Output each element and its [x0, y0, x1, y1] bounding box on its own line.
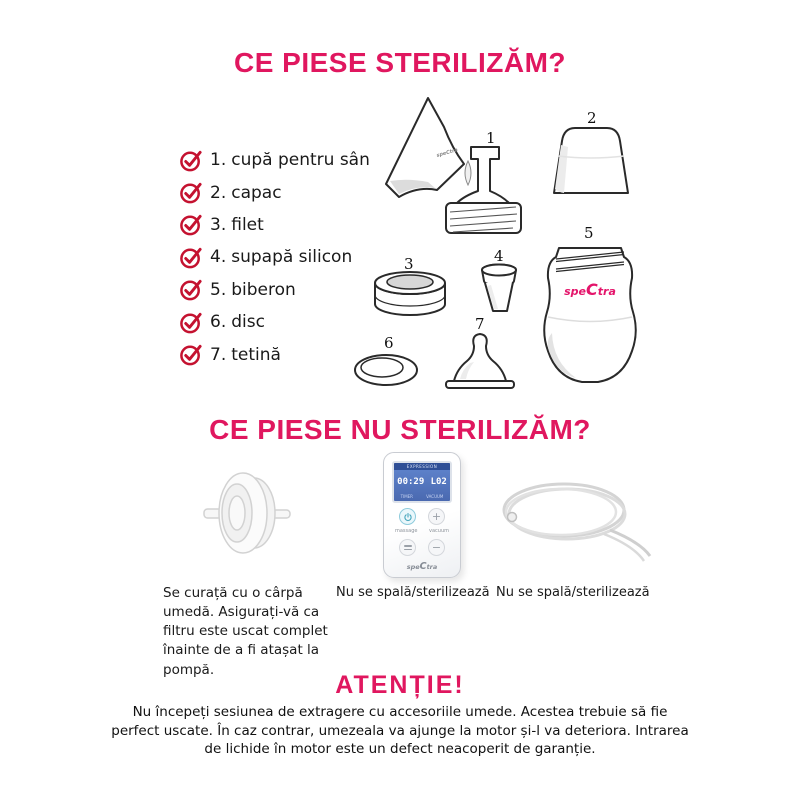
- parts-diagram: [340, 85, 660, 400]
- check-circle-icon: [179, 180, 204, 205]
- lcd-timer-value: 00:29: [397, 477, 425, 487]
- item-number: 5.: [210, 279, 227, 300]
- item-number: 3.: [210, 214, 227, 235]
- no-sterilize-title: CE PIESE NU STERILIZĂM?: [209, 414, 591, 445]
- tubing-caption: Nu se spală/sterilizează: [496, 585, 650, 600]
- pump-device: [383, 452, 461, 578]
- part-disc: [355, 334, 417, 385]
- part-cap: [554, 109, 628, 193]
- power-button[interactable]: [399, 508, 416, 525]
- warning-body: Nu începeți sesiunea de extragere cu accesoriile umede. Acestea trebuie să fie perfect uscate. În caz contrar, umezeala va ajunge la motor și-l va deteriora. Intrarea de lichide în motor este un defect neacoperit de garanție.: [111, 704, 689, 758]
- part-valve: [482, 247, 516, 311]
- item-label: tetină: [231, 344, 281, 365]
- vacuum-up-button[interactable]: [428, 508, 445, 525]
- item-label: capac: [231, 182, 282, 203]
- item-label: filet: [231, 214, 264, 235]
- minus-icon: −: [431, 541, 442, 554]
- item-label: supapă silicon: [231, 247, 353, 268]
- part-teat: [446, 315, 514, 388]
- vacuum-label: vacuum: [429, 528, 449, 534]
- pump-lcd-screen: [392, 461, 452, 503]
- shield-brand-text: speCtra: [435, 147, 459, 159]
- lcd-values: [394, 470, 450, 494]
- filter-caption: Se curață cu o cârpă umedă. Asigurați-vă ca filtru este uscat complet înainte de a fi atașat la pompă.: [163, 585, 328, 678]
- pump-buttons-top-row: [399, 508, 445, 525]
- warning-title: ATENȚIE!: [335, 671, 465, 699]
- check-circle-icon: [179, 277, 204, 302]
- pump-buttons-bottom-row: [399, 539, 445, 556]
- item-number: 1.: [210, 150, 227, 171]
- check-circle-icon: [179, 148, 204, 173]
- mode-lines-icon: [404, 545, 412, 550]
- part-number-3: 3: [404, 255, 414, 273]
- part-number-6: 6: [384, 334, 394, 352]
- pump-button-labels: [395, 528, 449, 534]
- pump-caption: Nu se spală/sterilizează: [336, 585, 490, 600]
- item-label: biberon: [231, 279, 296, 300]
- sterilize-title: CE PIESE STERILIZĂM?: [233, 47, 567, 78]
- check-circle-icon: [179, 245, 204, 270]
- pump-brand-logo: speCtra: [406, 561, 438, 572]
- tubing-illustration: [492, 468, 657, 568]
- item-number: 2.: [210, 182, 227, 203]
- item-number: 4.: [210, 247, 227, 268]
- backflow-filter-illustration: [190, 462, 310, 567]
- mode-button[interactable]: [399, 539, 416, 556]
- part-number-5: 5: [584, 224, 594, 242]
- part-number-4: 4: [494, 247, 504, 265]
- part-breast-shield: [386, 98, 521, 233]
- check-circle-icon: [179, 212, 204, 237]
- bottle-brand-text: speCtra: [564, 280, 616, 299]
- item-label: disc: [231, 312, 265, 333]
- lcd-sublabels: [394, 494, 450, 501]
- lcd-vacuum-label: VACUUM: [426, 494, 444, 499]
- plus-icon: +: [431, 510, 442, 523]
- vacuum-down-button[interactable]: [428, 539, 445, 556]
- lcd-timer-label: TIMER: [400, 494, 413, 499]
- part-number-1: 1: [486, 129, 496, 147]
- item-number: 7.: [210, 344, 227, 365]
- item-label: cupă pentru sân: [231, 150, 370, 171]
- item-number: 6.: [210, 312, 227, 333]
- check-circle-icon: [179, 342, 204, 367]
- lcd-mode-header: EXPRESSION: [394, 463, 450, 470]
- lcd-level-value: L02: [430, 477, 447, 487]
- check-circle-icon: [179, 310, 204, 335]
- part-screw-ring: [375, 255, 445, 315]
- part-number-7: 7: [475, 315, 485, 333]
- part-number-2: 2: [587, 109, 597, 127]
- massage-label: massage: [395, 528, 418, 534]
- part-bottle: [544, 224, 636, 382]
